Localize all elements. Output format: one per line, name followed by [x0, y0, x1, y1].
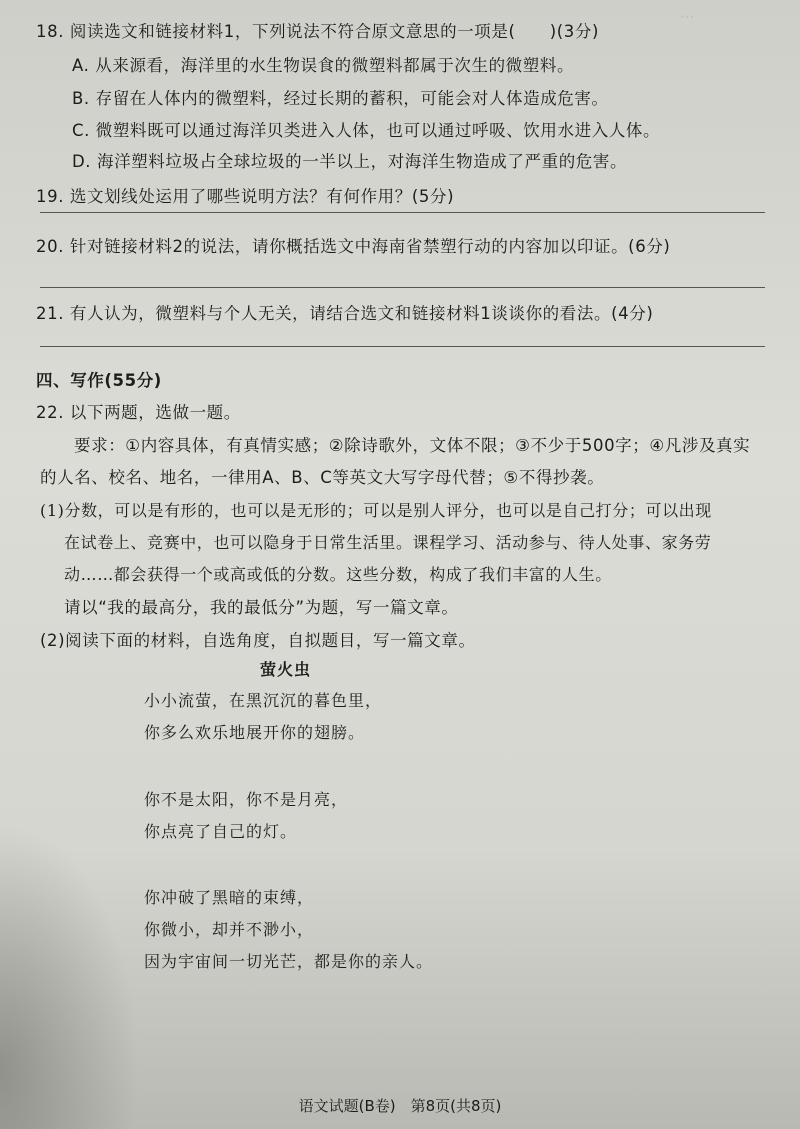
question-20: 20. 针对链接材料2的说法，请你概括选文中海南省禁塑行动的内容加以印证。(6分)	[36, 237, 671, 256]
answer-line-19	[40, 212, 765, 213]
question-19: 19. 选文划线处运用了哪些说明方法？有何作用？(5分)	[36, 187, 455, 206]
answer-line-21	[40, 346, 765, 347]
question-18: 18. 阅读选文和链接材料1，下列说法不符合原文意思的一项是( )(3分)	[36, 22, 600, 41]
question-22: 22. 以下两题，选做一题。	[36, 403, 241, 422]
section-writing-title: 四、写作(55分)	[36, 371, 162, 390]
prompt-1-line-4: 请以“我的最高分，我的最低分”为题，写一篇文章。	[64, 598, 459, 617]
prompt-1-line-1: (1)分数，可以是有形的，也可以是无形的；可以是别人评分，也可以是自己打分；可以出现	[40, 501, 712, 520]
q18-option-d: D. 海洋塑料垃圾占全球垃圾的一半以上，对海洋生物造成了严重的危害。	[72, 152, 628, 171]
poem-line-5: 你冲破了黑暗的束缚，	[144, 888, 315, 907]
prompt-1-line-2: 在试卷上、竞赛中，也可以隐身于日常生活里。课程学习、活动参与、待人处事、家务劳	[64, 533, 712, 552]
q18-option-c: C. 微塑料既可以通过海洋贝类进入人体，也可以通过呼吸、饮用水进入人体。	[72, 121, 661, 140]
q18-option-b: B. 存留在人体内的微塑料，经过长期的蓄积，可能会对人体造成危害。	[72, 89, 609, 108]
answer-line-20	[40, 287, 765, 288]
page-footer: 语文试题(B卷) 第8页(共8页)	[298, 1097, 502, 1115]
poem-line-3: 你不是太阳，你不是月亮，	[144, 790, 349, 809]
poem-line-4: 你点亮了自己的灯。	[144, 822, 298, 841]
question-21: 21. 有人认为，微塑料与个人无关，请结合选文和链接材料1谈谈你的看法。(4分)	[36, 304, 654, 323]
poem-line-1: 小小流萤，在黑沉沉的暮色里，	[144, 691, 383, 710]
poem-title: 萤火虫	[260, 660, 312, 679]
q18-option-a: A. 从来源看，海洋里的水生物误食的微塑料都属于次生的微塑料。	[72, 56, 575, 75]
prompt-1-line-3: 动……都会获得一个或高或低的分数。这些分数，构成了我们丰富的人生。	[64, 565, 612, 584]
requirements-line-1: 要求：①内容具体，有真情实感；②除诗歌外，文体不限；③不少于500字；④凡涉及真实	[74, 436, 751, 455]
poem-line-2: 你多么欢乐地展开你的翅膀。	[144, 723, 366, 742]
poem-line-6: 你微小，却并不渺小，	[144, 920, 315, 939]
poem-line-7: 因为宇宙间一切光芒，都是你的亲人。	[144, 952, 434, 971]
requirements-line-2: 的人名、校名、地名，一律用A、B、C等英文大写字母代替；⑤不得抄袭。	[40, 468, 605, 487]
prompt-2-line-1: (2)阅读下面的材料，自选角度，自拟题目，写一篇文章。	[40, 631, 476, 650]
bleed-through: ···	[680, 8, 695, 26]
page-shadow	[0, 820, 140, 1129]
